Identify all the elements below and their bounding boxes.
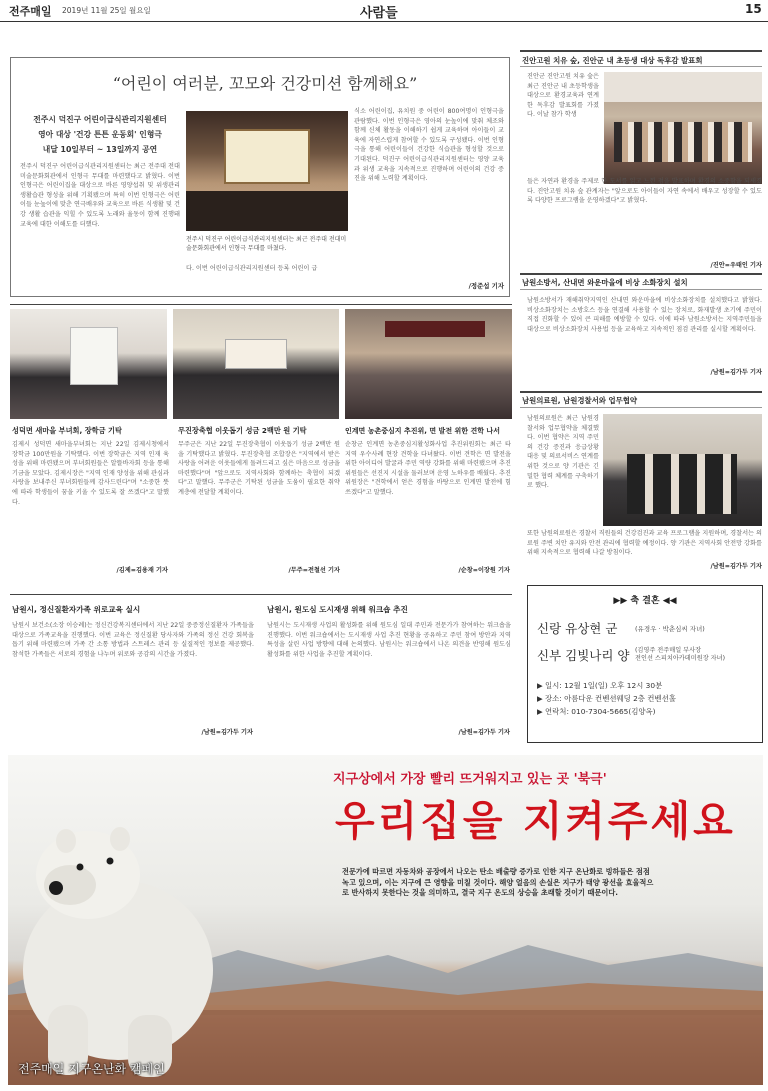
issue-date: 2019년 11월 25일 월요일 [62,6,151,15]
mou-photo [603,414,762,526]
right-story3-rule [520,407,762,408]
row2-story2-text: 무주군은 지난 22일 무진장축협이 이웃돕기 성금 2백만 원을 기탁했다고 밝혔다. 무진장축협 조합장은 "지역에서 받은 사랑을 어려운 이웃들에게 돌려드리고 싶은 마음으로 성금을 마련했다"며 "앞으로도 지역사회와 함께하는 축협이 되겠다"고 말했다. 무주군은 기탁된 성금을 도움이 필요한 취약계층에 전달할 계획이다. [178,441,340,496]
right-story3-text-b: 또한 남원의료원은 경찰서 직원들의 건강검진과 교육 프로그램을 지원하며, 경찰서는 의료원 주변 치안 유지와 안전 관리에 협력할 예정이다. 양 기관은 지역사회 안전망 강화를 위해 지속적으로 협력해 나갈 방침이다. [527,530,762,557]
subhead-1: 전주시 덕진구 어린이급식관리지원센터 [33,115,167,124]
row3-story2-text: 남원시는 도시재생 사업의 활성화를 위해 원도심 일대 주민과 전문가가 참여하는 워크숍을 진행했다. 이번 워크숍에서는 도시재생 사업 추진 현황을 공유하고 주민 참여 방안과 지역 특성을 살린 사업 방향에 대해 논의했다. 남원시는 워크숍에서 나온 의견을 반영해 원도심 활성화를 위한 사업을 추진할 계획이다. [267,622,511,658]
wedding-place: ▶ 장소: 아름다운 컨벤션웨딩 2층 컨벤션홀 [537,694,676,703]
row3-story1-credit: /남원=김가두 기자 [201,729,253,736]
row2-story2-credit: /무주=전철선 기자 [288,567,340,574]
row2-story1-headline: 성덕면 새마을 부녀회, 장학금 기탁 [12,426,122,435]
row2-story1-text: 김제시 성덕면 새마을부녀회는 지난 22일 김제시청에서 장학금 100만원을 기탁했다. 이번 장학금은 지역 인재 육성을 위해 마련됐으며 부녀회원들은 알뜰바자회 등을 통해 기금을 모았다. 김제시장은 "지역 인재 양성을 위해 관심과 사랑을 보내주신 부녀회원들께 감사드린다"며 "소중한 뜻에 따라 학생들이 꿈을 키울 수 있도록 잘 쓰겠다"고 말했다. [12,441,169,506]
ad-body [342,867,742,899]
subhead-2: 영아 대상 '건강 튼튼 운동회' 인형극 [38,130,162,139]
groom-name: 신랑 유상현 군 [537,621,618,636]
ad-slogan: 우리집을 지켜주세요 [335,797,736,845]
puppet-show-photo [186,111,348,231]
top-feature-credit: /정준섭 기자 [468,282,504,290]
right-rule-3 [520,391,762,393]
right-story1-credit: /진안=우태인 기자 [710,262,762,269]
wedding-title: ▶▶ 축 결혼 ◀◀ [613,596,677,606]
right-rule-1 [520,50,762,52]
wedding-date: ▶ 일시: 12월 1일(일) 오후 12시 30분 [537,681,663,690]
right-story3-credit: /남원=김가두 기자 [710,563,762,570]
puppet-show-caption: 전주시 덕진구 어린이급식관리지원센터는 최근 전주대 전대미술문화회관에서 인형극 무대를 마쳤다. [186,236,347,252]
right-story3-headline: 남원의료원, 남원경찰서와 업무협약 [522,396,638,405]
right-story1-rule [520,66,762,67]
right-story2-text: 남원소방서가 재해취약지역인 산내면 와운마을에 비상소화장치를 설치했다고 밝혔다. 비상소화장치는 소방호스 등을 연결해 사용할 수 있는 장치로, 화재발생 초기에 주민이 직접 진화할 수 있어 큰 피해를 예방할 수 있다. 이에 따라 남원소방서는 지역주민들을 대상으로 비상소화장치 사용법 등을 교육하고 지속적인 점검 관리를 실시할 계획이다. [527,297,762,333]
row2-story3-credit: /순창=이장원 기자 [458,567,510,574]
polar-bear-image [8,755,248,1085]
row2-story3-text: 순창군 인계면 농촌중심지활성화사업 추진위원회는 최근 타 지역 우수사례 현장 견학을 다녀왔다. 이번 견학은 면 발전을 위한 아이디어 발굴과 주민 역량 강화를 위해 마련됐으며 추진위원들은 선진지 시설을 둘러보며 운영 노하우를 배웠다. 추진위원장은 "견학에서 얻은 경험을 바탕으로 인계면 발전에 힘쓰겠다"고 말했다. [345,441,511,496]
groom-parents: (유경우 · 박춘심씨 자녀) [635,624,705,633]
right-story1-text-b: 들은 자연과 환경을 주제로 한 도서를 읽고 느낀 점을 발표하며 환경의 소중함을 되새겼다. 진안고원 치유 숲 관계자는 "앞으로도 아이들이 자연 속에서 배우고 성장할 수 있도록 다양한 프로그램을 운영하겠다"고 밝혔다. [527,178,762,205]
tour-photo [345,309,512,419]
row2-story3-headline: 인계면 농촌중심지 추진위, 면 발전 위한 견학 나서 [345,427,500,435]
right-story2-headline: 남원소방서, 산내면 와운마을에 비상 소화장치 설치 [522,278,688,287]
top-feature-subheads [20,112,180,157]
right-rule-2 [520,273,762,275]
ad-body-line2: 녹고 있으며, 이는 지구에 큰 영향을 미칠 것이다. 해양 얼음의 손실은 지구가 태양 광선을 효율적으 [342,877,654,887]
bride-parents-line1: (김영주 전주매일 부사장 [635,646,702,654]
students-group-photo [604,72,762,184]
row2-rule [10,304,512,305]
saemaeul-photo [10,309,167,419]
row3-story1-headline: 남원시, 정신질환자가족 위로교육 실시 [12,605,141,614]
top-feature-headline: “어린이 여러분, 꼬모와 건강미션 함께해요” [112,74,418,93]
section-title: 사람들 [360,6,398,21]
bride-row [537,639,753,671]
right-story2-rule [520,289,762,290]
right-story3-text-a: 남원의료원은 최근 남원경찰서와 업무협약을 체결했다. 이번 협약은 지역 주민의 건강 증진과 응급상황 대응 및 의료서비스 연계를 위한 것으로 양 기관은 긴밀한 협력 체계를 구축하기로 했다. [527,415,599,490]
top-feature-text-col1: 전주시 덕진구 어린이급식관리지원센터는 최근 전주대 전대미술문화회관에서 인형극 무대를 마련했다고 밝혔다. 이번 인형극은 어린이집을 대상으로 바른 영양섭취 및 위생관리 생활습관 형성을 위해 기획됐으며 특히 이번 인형극은 어린이들 눈높이에 맞춘 연극배우와 교육으로 바른 식생활 및 건강 생활 습관을 익힐 수 있도록 노래와 율동이 함께 진행돼 교육에 대한 이해도를 더했다. [20,163,180,228]
bride-name: 신부 김빛나리 양 [537,648,630,663]
row3-story1-text: 남원시 보건소(소장 이승례)는 정신건강복지센터에서 지난 22일 중증정신질환자 가족들을 대상으로 가족교육을 진행했다. 이번 교육은 정신질환 당사자와 가족의 정신 건강 회복을 돕기 위해 마련됐으며 가족 간 소통 방법과 스트레스 관리 등 실질적인 정보를 제공했다. 참석한 가족들은 서로의 경험을 나누며 위로와 공감의 시간을 가졌다. [12,622,254,658]
bride-parents-line2: 전인선 스피치아카데미원장 자녀) [635,655,726,662]
wedding-contact: ▶ 연락처: 010-7304-5665(김양옥) [537,707,656,716]
ad-tagline: 지구상에서 가장 빨리 뜨거워지고 있는 곳 '북극' [333,772,607,787]
row3-story2-headline: 남원시, 원도심 도시재생 위해 워크숍 추진 [267,605,408,614]
top-feature-text-col2: 다. 이번 어린이급식관리지원센터 등록 어린이 급 [186,265,318,272]
ad-body-line3: 로 반사하지 못한다는 것을 의미하고, 결국 지구 온도의 상승을 초래할 것이기 때문이다. [342,888,618,897]
ad-footer: 전주매일 지구온난화 캠페인 [18,1062,165,1076]
row3-rule [10,594,512,595]
subhead-3: 내달 10일부터 ~ 13일까지 공연 [42,145,158,154]
right-story2-credit: /남원=김가두 기자 [710,369,762,376]
row2-story2-headline: 무진장축협 이웃돕기 성금 2백만 원 기탁 [178,426,307,435]
page-header [0,0,768,22]
row2-story1-credit: /김제=김용재 기자 [116,567,168,574]
wedding-details [537,679,753,718]
right-story1-text-a: 진안군 진안고원 치유 숲은 최근 진안군 내 초등학생을 대상으로 환경교육과 연계한 독후감 발표회를 가졌다. 이날 참가 학생 [527,73,599,119]
ad-body-line1: 전문가에 따르면 자동차와 공장에서 나오는 탄소 배출량 증가로 인한 지구 온난화로 빙하들은 점점 [342,867,650,876]
masthead: 전주매일 [9,5,52,18]
donation-photo [173,309,339,419]
wedding-box [527,585,763,743]
right-story1-headline: 진안고원 치유 숲, 진안군 내 초등생 대상 독후감 발표회 [522,56,703,65]
climate-ad [8,755,763,1085]
groom-row [537,617,753,639]
top-feature-text-col3: 식소 어린이집, 유치원 중 어린이 800여명이 인형극을 관람했다. 이번 인형극은 영아의 눈높이에 맞춰 체조와 함께 신체 활동을 이해하기 쉽게 교육하며 아이들이 교육에 자연스럽게 참여할 수 있도록 구성됐다. 이번 인형극을 통해 어린이들이 건강한 식습관을 형성할 것으로 기대된다. 덕진구 어린이급식관리지원센터는 영양 교육과 위생 교육을 지속적으로 진행하며 어린이의 건강 증진을 위해 노력할 계획이다. [354,108,504,183]
page-number: 15 [745,2,762,16]
row3-story2-credit: /남원=김가두 기자 [458,729,510,736]
